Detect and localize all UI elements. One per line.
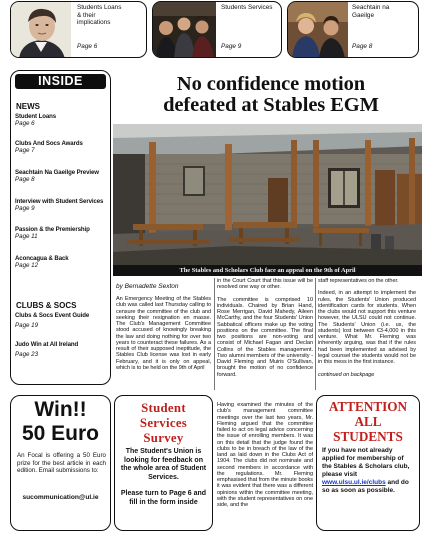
contents-item[interactable]: Judo Win at All Ireland Page 23 (15, 341, 79, 359)
contents-item[interactable]: Interview with Student Services Page 9 (15, 198, 104, 213)
win-prize-box (10, 395, 111, 531)
teaser-page: Page 8 (352, 43, 373, 50)
attention-text: If you have not already applied for membership of the Stables & Scholars club, please visit www.ulsu.ul.ie/clubs and do so as soon as possible. (322, 447, 410, 494)
clubs-link[interactable]: www.ulsu.ul.ie/clubs (322, 478, 386, 486)
teaser-page: Page 9 (221, 43, 242, 50)
attention-box (316, 395, 420, 531)
inside-heading: INSIDE (15, 74, 106, 89)
inside-contents-box (10, 70, 111, 385)
survey-box (114, 395, 213, 531)
article-column-2: in the Court Court that this issue will be resolved one way or other. The committee is comprised 10 individuals. Chaired by Brian Hand, Rose Merrigan, David Mahedy, Aileen McCarthy, and the four Students' Union Sabbatical officers make up the voting positions on the committee. The final two positions are non-voting and consist of Michael Fagan and Declan Collins of the Stables management. Two alumni members of the university - David Fleming and Muiris O'Sullivan, brought the motion of no confidence forward. (217, 278, 313, 378)
teaser-title: Students Loans & their implications (77, 4, 122, 27)
article-column-1: An Emergency Meeting of the Stables club was called last Thursday calling to censure the committee of the club and seeking their resignation en masse. The Club's Management Committee stood accused of knowingly breaking the law and doing nothing for over two years to counteract these failures. As a result of their supposed ineptitude, the Stables Club license was lost in early February, and it is only on appeal, which is to be held on the 9th of April (116, 296, 211, 371)
survey-text: The Student's Union is looking for feedback on the whole area of Student Services. (120, 448, 207, 481)
teaser-photo-people (288, 2, 348, 57)
submission-email[interactable]: sucommunication@ul.ie (22, 494, 99, 501)
survey-title: Student Services Survey (139, 401, 188, 445)
attention-title: ATTENTION ALL STUDENTS (328, 399, 408, 444)
contents-item[interactable]: Aconcagua & Back Page 12 (15, 255, 69, 270)
main-headline: No confidence motion defeated at Stables EGM (163, 73, 379, 116)
win-amount: 50 Euro (21, 422, 100, 445)
teaser-student-loans[interactable] (10, 1, 147, 58)
teaser-photo-group (153, 2, 216, 57)
teaser-title: Students Services (221, 4, 273, 11)
stables-courtyard-photo (113, 124, 422, 265)
continued-note[interactable]: continued on backpage (318, 371, 375, 378)
win-text: An Focal is offering a 50 Euro prize for the best article in each edition. Email submissions to: (17, 452, 106, 474)
teaser-page: Page 6 (77, 43, 98, 50)
teaser-seachtain-na-gaeilge[interactable] (287, 1, 419, 58)
teaser-photo-man-portrait (11, 2, 71, 57)
win-title: Win!! (34, 398, 87, 421)
contents-item[interactable]: Seachtain Na Gaeilge Preview Page 8 (15, 169, 99, 184)
section-clubs-label: CLUBS & SOCS (16, 301, 77, 310)
photo-caption: The Stables and Scholars Club face an appeal on the 9th of April (113, 265, 422, 276)
section-news-label: NEWS (16, 102, 40, 111)
contents-item[interactable]: Clubs & Socs Event Guide Page 19 (15, 312, 90, 330)
article-column-3: staff representatives on the other. Indeed, in an attempt to implement the rules, the Students' Union produced identification cards for students. When the clubs would not support this venture however, the ULSU could not continue. The Students' Union (i.e. us, the students) lost between €3-4,000 in this venture. What Mr. Fleming was inherently arguing, was that if the rules had been implemented as advised by legal counsel the students would not be in this mess in the first instance. continued on backpage (318, 278, 416, 378)
survey-call-to-action[interactable]: Please turn to Page 6 and fill in the form inside (120, 490, 207, 506)
contents-item[interactable]: Passion & the Premiership Page 11 (15, 226, 90, 241)
column-divider (315, 278, 316, 390)
contents-item[interactable]: Student Loans Page 6 (15, 113, 57, 128)
teaser-title: Seachtain na Gaeilge (352, 4, 390, 19)
contents-item[interactable]: Clubs And Socs Awards Page 7 (15, 140, 83, 155)
byline: by Bernadette Sexton (116, 283, 179, 290)
column-divider (214, 278, 215, 390)
article-column-2-lower: Having examined the minutes of the club's management committee meetings over the last two years, Mr. Fleming argued that the committee failed to act on legal advice concerning the issue of enrolling members. It was on this detail that the judge found the clubs to be in breach of the law of the land as laid down in the Clubs Act of 1904. The clubs did not nominate and second members in accordance with the regulations. Mr. Fleming emphasised that from the minute books it was evident that there was a different opinions within the committee meeting, with the student representatives on one side, and the (217, 402, 313, 508)
teaser-student-services[interactable] (152, 1, 282, 58)
